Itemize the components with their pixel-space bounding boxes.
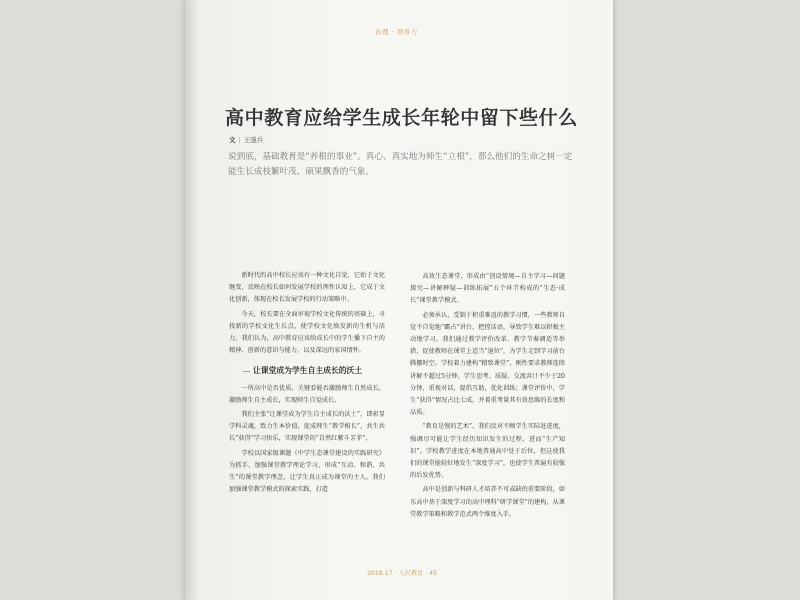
body-paragraph: 高效生态课堂，形成由“创设情境—自主学习—问题探究—讲解释疑—训练拓展”五个环节构成的“生态·成长”课堂教学模式。 bbox=[410, 273, 565, 305]
body-paragraph: 今天，校长要在全面审视学校文化传统的基础上，寻找新的学校文化生长点，使学校文化焕发新的生机与活力。我们认为，高中教育应该给成长中的学生播下自主的精神、创新的意识与能力，以及深远的家国情怀。 bbox=[229, 310, 385, 355]
right-column bbox=[410, 271, 565, 523]
section-tag: 治理 · 领导力 bbox=[375, 28, 418, 36]
author-name: 王强兵 bbox=[243, 136, 264, 144]
magazine-page bbox=[185, 0, 613, 600]
byline-separator: | bbox=[238, 136, 241, 144]
body-paragraph: “教育是慢的艺术”，我们反对不顾学生实际赶进度，强调尽可能让学生经历知识发生的过程，进而“生产知识”。学校教学进度在本地普通高中处于后位，但这使我们的课堂能较好地发生“深度学习”，也使学生普遍有较强的后发优势。 bbox=[410, 423, 565, 480]
section-subhead: 让课堂成为学生自主成长的沃土 bbox=[243, 365, 385, 377]
body-paragraph: 一所高中是否优质，关键看能否激励师生自然成长，激励师生自主成长，实现师生自觉成长。 bbox=[229, 384, 385, 404]
left-column bbox=[229, 270, 385, 498]
body-paragraph: 学校以国家级课题《中学生态课堂建设的实践研究》为抓手，加强课堂教学理论学习，形成“互动、和谐、共生”的课堂教学理念，让学生真正成为课堂的主人。我们加强课堂教学模式的探索实践，打造 bbox=[229, 449, 385, 494]
body-paragraph: 必须承认，受制于积重难返的教学习惯，一些教师自觉不自觉地“霸占”讲台，把控话语，导致学生难以积极主动地学习。我们通过教学评价改革、教学节奏调适等举措，促使教师在课堂上适当“退位”，为学生走到学习前台腾挪时空。学校着力建构“精致课堂”，刚性要求教师连续讲解不超过5分钟，学生思考、质疑、交流共计不少于20分钟，重视对话，提倡互助，优化训练；课堂评价中，学生“获得”情况占比七成，并着重考量其有效思维的长度和品质。 bbox=[410, 311, 565, 417]
page-footer: 2018.17 · 人民教育 · 45 bbox=[367, 570, 438, 577]
article-title: 高中教育应给学生成长年轮中留下些什么 bbox=[225, 107, 578, 129]
lead-paragraph: 说到底，基础教育是“养根的事业”。真心、真实地为师生“立根”，那么他们的生命之树一定能生长成枝繁叶茂、硕果飘香的气象。 bbox=[228, 152, 573, 177]
byline-label: 文 bbox=[229, 136, 236, 144]
body-paragraph: 新时代的高中校长应该有一种文化自觉，它始于文化继变，反映在校长如何发展学校的理性认知上，它成于文化创新，体现在校长发展学校的行动策略中。 bbox=[229, 272, 385, 304]
body-paragraph: 我们主张“让课堂成为学生自主成长的沃土”，即彰显学科灵魂，致力生本价值，促成师生“教学相长”，共生共长“获得”学习快乐，实现课堂的“自然红紫斗芳菲”。 bbox=[229, 411, 385, 443]
body-paragraph: 高中是创新与科研人才培养不可或缺的重要阶段，如东高中基于深度学习的高中理科“研学课堂”的建构，从课堂教学策略和教学范式两个维度入手， bbox=[410, 486, 565, 518]
byline bbox=[229, 135, 263, 144]
